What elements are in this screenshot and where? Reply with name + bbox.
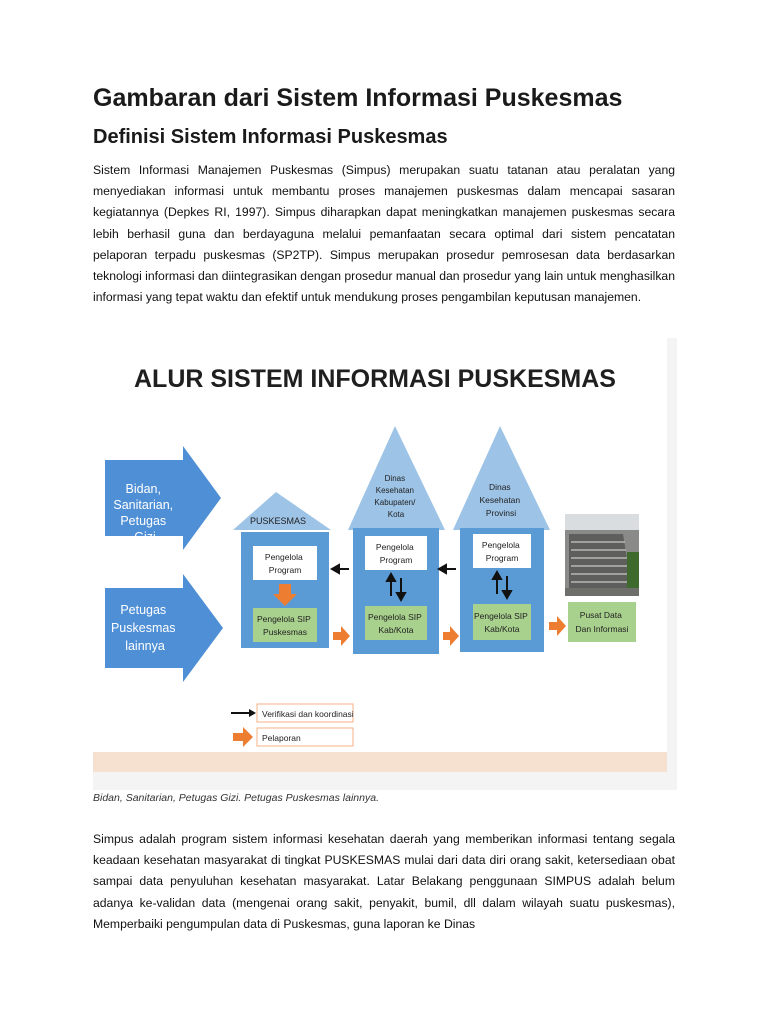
pusat-data-line: Dan Informasi — [575, 624, 629, 634]
roof-line: Provinsi — [485, 508, 517, 518]
source-line: Petugas — [120, 603, 167, 617]
house-label: PUSKESMAS — [249, 516, 307, 526]
box-line: Program — [485, 553, 519, 563]
paragraph-simpus: Simpus adalah program sistem informasi kesehatan daerah yang memberikan informasi tentang segala keadaan kesehatan masyarakat di tingkat PUSKESMAS mulai dari data diri orang sakit, ketersediaan obat sampai data penyuluhan kesehatan masyarakat. Latar Belakang penggunaan SIMPUS adalah belum adanya ke-validan data (mengenai orang sakit, penyakit, bumil, dll dalam wilayah suatu puskesmas), Memperbaiki pengumpulan data di Puskesmas, guna laporan ke Dinas — [93, 832, 675, 931]
paragraph-definition: Sistem Informasi Manajemen Puskesmas (Simpus) merupakan suatu tatanan atau peralatan yang menyediakan informasi untuk membantu proses manajemen puskesmas dalam mencapai sasaran kegiatannya (Depkes RI, 1997). Simpus diharapkan dapat meningkatkan manajemen puskesmas secara lebih berhasil guna dan berdayaguna melalui pemanfaatan secara optimal dari sistem pencatatan pelaporan terpadu puskesmas (SP2TP). Simpus merupakan prosedur pemrosesan data berdasarkan teknologi informasi dan diintegrasikan dengan prosedur manual dan prosedur yang lain untuk menghasilkan informasi yang tepat waktu dan efektif untuk mendukung proses pengambilan keputusan manajemen. — [93, 163, 675, 305]
diagram-title: ALUR SISTEM INFORMASI PUSKESMAS — [134, 365, 616, 393]
box-line: Program — [379, 555, 413, 565]
source-line: Bidan, — [125, 482, 161, 496]
figure-caption: Bidan, Sanitarian, Petugas Gizi. Petugas Puskesmas lainnya. — [93, 792, 379, 804]
roof-line: Kota — [387, 510, 405, 519]
box-line: Kab/Kota — [378, 625, 414, 635]
pengelola-sip-box — [473, 604, 531, 640]
section-heading: Definisi Sistem Informasi Puskesmas — [93, 126, 448, 148]
source-line: Gizi — [134, 530, 156, 544]
box-line: Kab/Kota — [484, 624, 520, 634]
source-line: Sanitarian, — [113, 498, 174, 512]
building-photo — [565, 514, 639, 596]
source-line: Puskesmas — [110, 621, 176, 635]
box-line: Pengelola SIP — [473, 611, 528, 621]
diagram-figure — [93, 338, 677, 790]
roof-line: Kesehatan — [479, 495, 521, 505]
box-line: Puskesmas — [263, 627, 307, 637]
box-line: Pengelola — [481, 540, 520, 550]
roof-line: Kesehatan — [375, 486, 415, 495]
box-line: Pengelola SIP — [256, 614, 311, 624]
box-line: Pengelola — [375, 542, 414, 552]
source-line: Petugas — [120, 514, 167, 528]
flow-diagram — [93, 338, 677, 790]
legend-pelaporan-label: Pelaporan — [262, 733, 301, 743]
page-title: Gambaran dari Sistem Informasi Puskesmas — [93, 84, 623, 112]
box-line: Pengelola SIP — [367, 612, 422, 622]
roof-line: Dinas — [488, 482, 511, 492]
pusat-data-line: Pusat Data — [579, 610, 622, 620]
diagram-bottom-strip — [93, 752, 667, 772]
box-line: Pengelola — [264, 552, 303, 562]
roof-line: Dinas — [384, 474, 406, 483]
pusat-data-box — [568, 602, 636, 642]
source-line: lainnya — [125, 639, 165, 653]
box-line: Program — [268, 565, 302, 575]
legend-verifikasi-label: Verifikasi dan koordinasi — [262, 709, 354, 719]
roof-line: Kabupaten/ — [374, 498, 416, 507]
